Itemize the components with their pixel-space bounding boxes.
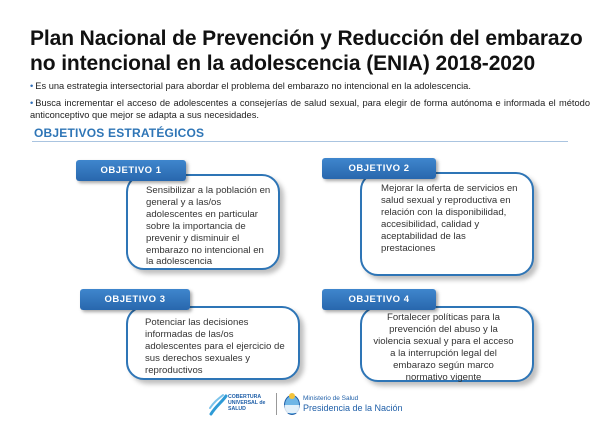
footer-divider bbox=[276, 393, 277, 415]
slide-title: Plan Nacional de Prevención y Reducción del embarazo no intencional en la adolescencia (ENIA) 2018-2020 bbox=[30, 27, 583, 75]
argentina-seal-icon bbox=[283, 392, 301, 416]
objective-2-text: Mejorar la oferta de servicios en salud sexual y reproductiva en relación con la disponibilidad, accesibilidad, calidad y aceptabilidad de las prestaciones bbox=[381, 183, 518, 254]
cobertura-universal-logo-icon bbox=[208, 392, 228, 418]
objective-4-tab: OBJETIVO 4 bbox=[322, 289, 436, 310]
objective-1-tab: OBJETIVO 1 bbox=[76, 160, 186, 181]
bullet-dot-icon: • bbox=[30, 81, 34, 91]
bullet-2 bbox=[30, 98, 590, 121]
ministry-line-2: Presidencia de la Nación bbox=[303, 403, 403, 413]
objective-3-tab: OBJETIVO 3 bbox=[80, 289, 190, 310]
objective-1-text: Sensibilizar a la población en general y a las/os adolescentes en particular sobre la importancia de prevenir y disminuir el embarazo no intencional en la adolescencia bbox=[146, 185, 271, 268]
section-heading: OBJETIVOS ESTRATÉGICOS bbox=[34, 126, 205, 140]
bullet-dot-icon: • bbox=[30, 98, 34, 108]
objective-4-text: Fortalecer políticas para la prevención del abuso y la violencia sexual y para el acceso a la interrupción legal del embarazo según marco normativo vigente bbox=[373, 312, 514, 383]
objective-2-tab: OBJETIVO 2 bbox=[322, 158, 436, 179]
bullet-1-text: Es una estrategia intersectorial para abordar el problema del embarazo no intencional en la adolescencia. bbox=[35, 81, 471, 91]
bullet-1 bbox=[30, 81, 590, 93]
cobertura-universal-logo-text: COBERTURA UNIVERSAL de SALUD bbox=[228, 394, 266, 412]
objective-3-text: Potenciar las decisiones informadas de las/os adolescentes para el ejercicio de sus derechos sexuales y reproductivos bbox=[145, 317, 285, 376]
bullet-2-text: Busca incrementar el acceso de adolescentes a consejerías de salud sexual, para elegir de forma autónoma e informada el método anticonceptivo que mejor se adapta a sus necesidades. bbox=[30, 98, 590, 120]
ministry-text bbox=[303, 395, 403, 414]
section-divider bbox=[32, 141, 568, 142]
ministry-line-1: Ministerio de Salud bbox=[303, 395, 359, 402]
